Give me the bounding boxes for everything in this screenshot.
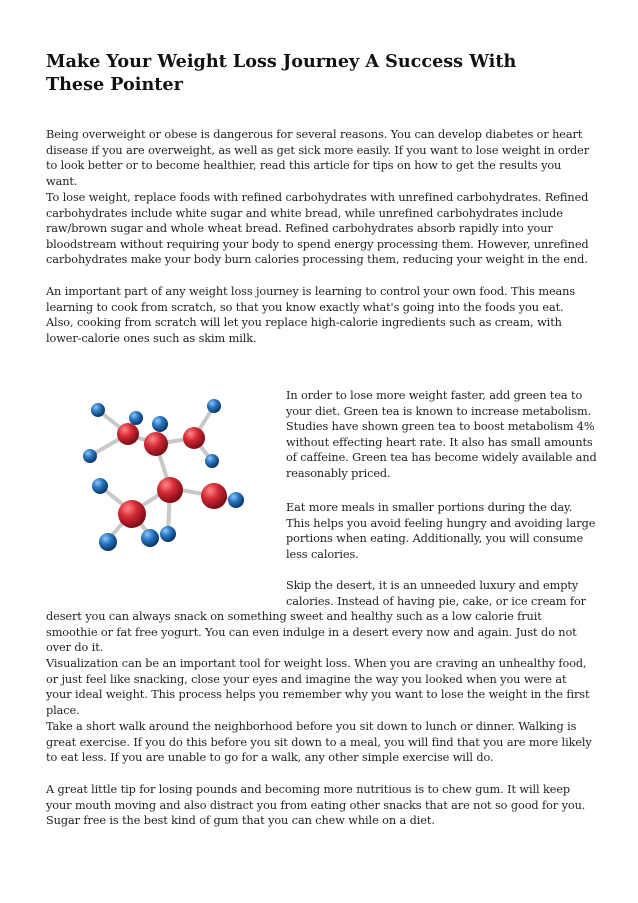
- paragraph-desert-continued: desert you can always snack on something sweet and healthy such as a low calorie fruit smoothie or fat free yogurt. You can even indulge in a desert every now and again. Just do not over do it.: [46, 610, 577, 654]
- paragraph-intro: Being overweight or obese is dangerous for several reasons. You can develop diabetes or heart disease if you are overweight, as well as get sick more easily. If you want to lose weight in order to look better or to become healthier, read this article for tips on how to get the results you want.: [46, 128, 590, 188]
- paragraph-skip-desert: Skip the desert, it is an unneeded luxury and empty calories. Instead of having pie, cake, or ice cream for: [286, 579, 586, 608]
- article-title: Make Your Weight Loss Journey A Success With These Pointer: [46, 51, 517, 95]
- paragraph-visualization: Visualization can be an important tool for weight loss. When you are craving an unhealthy food, or just feel like snacking, close your eyes and imagine the way you looked when you were at your ideal weight. This process helps you remember why you want to lose the weight in the first place.: [46, 657, 590, 717]
- paragraph-carbohydrates: To lose weight, replace foods with refined carbohydrates with unrefined carbohydrates. Refined carbohydrates include white sugar and white bread, while unrefined carbohydrates include raw/brown sugar and whole wheat bread. Refined carbohydrates absorb rapidly into your bloodstream without requiring your body to spend energy processing them. However, unrefined carbohydrates make your body burn calories processing them, reducing your weight in the end.: [46, 191, 589, 266]
- paragraph-smaller-meals: Eat more meals in smaller portions during the day. This helps you avoid feeling hungry and avoiding large portions when eating. Additionally, you will consume less calories.: [286, 501, 596, 561]
- molecule-graphic: [52, 386, 280, 596]
- paragraph-walk: Take a short walk around the neighborhood before you sit down to lunch or dinner. Walking is great exercise. If you do this before you sit down to a meal, you will find that you are more likely to eat less. If you are unable to go for a walk, any other simple exercise will do.: [46, 720, 592, 764]
- molecule-atoms: [83, 399, 244, 551]
- paragraph-green-tea: In order to lose more weight faster, add green tea to your diet. Green tea is known to increase metabolism. Studies have shown green tea to boost metabolism 4% without effecting heart rate. It also has small amounts of caffeine. Green tea has become widely available and reasonably priced.: [286, 389, 597, 480]
- paragraph-gum: A great little tip for losing pounds and becoming more nutritious is to chew gum. It will keep your mouth moving and also distract you from eating other snacks that are not so good for you. Sugar free is the best kind of gum that you can chew while on a diet.: [46, 783, 586, 827]
- paragraph-cooking: An important part of any weight loss journey is learning to control your own food. This means learning to cook from scratch, so that you know exactly what's going into the foods you eat. Also, cooking from scratch will let you replace high-calorie ingredients such as cream, with lower-calorie ones such as skim milk.: [46, 285, 576, 345]
- molecule-illustration: [52, 386, 280, 596]
